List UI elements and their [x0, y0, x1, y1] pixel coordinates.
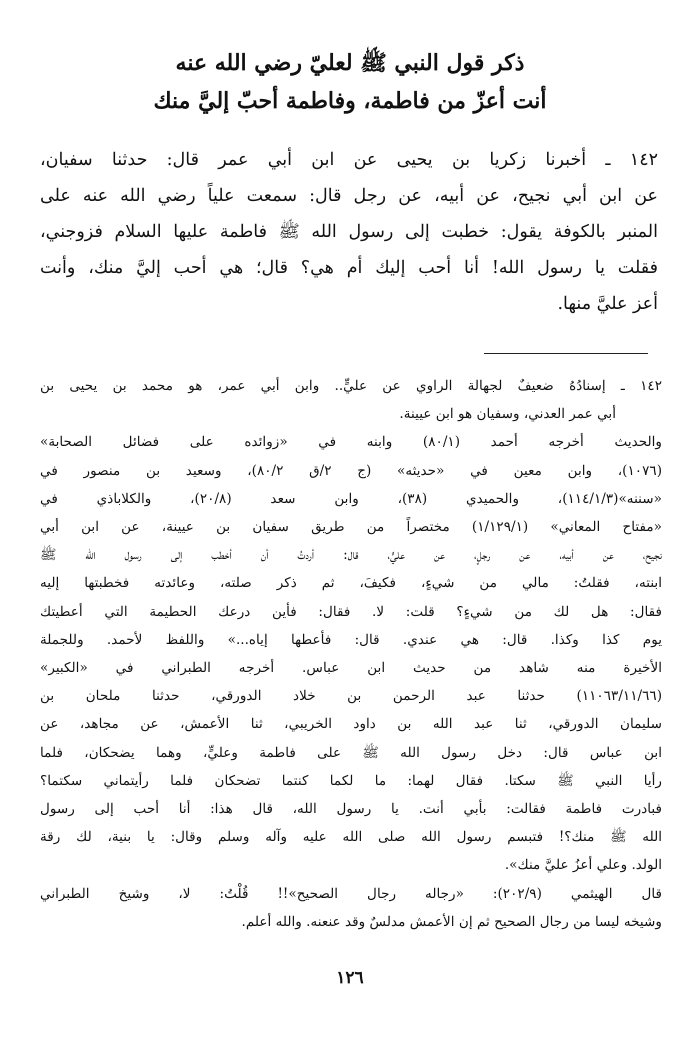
footnote-line: والحديث أخرجه أحمد (٨٠/١) وابنه في «زوائده على فضائل الصحابة»: [40, 434, 662, 451]
footnote-line: فقال: هل لك من شيءٍ؟ قلت: لا. فقال: فأين درعك الحطيمة التي أعطيتك: [40, 603, 662, 620]
footnote-line: الأخيرة منه شاهد من حديث ابن عباس. أخرجه الطبراني في «الكبير»: [40, 660, 662, 677]
chapter-heading-line-1: ذكر قول النبي ﷺ لعليّ رضي الله عنه: [175, 50, 525, 76]
footnote-line: الله ﷺ منك؟! فتبسم رسول الله صلى الله عليه وآله وسلم وقال: يا بنية، لك رقة: [40, 829, 662, 846]
footnote-line: ابن عباس قال: دخل رسول الله ﷺ على فاطمة وعليٍّ، وهما يضحكان، فلما: [40, 744, 662, 761]
hadith-line: ١٤٢ ـ أخبرنا زكريا بن يحيى عن ابن أبي عمر قال: حدثنا سفيان،: [40, 150, 658, 170]
footnote-line: ١٤٢ ـ إسنادُهُ ضعيفٌ لجهالة الراوي عن عليٍّ.. وابن أبي عمر، هو محمد بن يحيى بن: [40, 378, 662, 394]
chapter-heading: [60, 44, 640, 120]
page-number: ١٢٦: [336, 968, 364, 988]
footnote-line: (١١٠٦٣/١١/٦٦) حدثنا عبد الرحمن بن خلاد الدورقي، حدثنا ملحان بن: [40, 688, 662, 705]
footnote-line: قال الهيثمي (٢٠٢/٩): «رجاله رجال الصحيح»!! قُلْتُ: لا، وشيخ الطبراني: [40, 885, 662, 902]
footnote-line: سليمان الدورقي، ثنا عبد الله بن داود الخريبي، ثنا الأعمش، عن مجاهد، عن: [40, 716, 662, 733]
footnote-line: «مفتاح المعاني» (١/١٢٩/١) مختصراً من طريق سفيان بن عيينة، عن ابن أبي: [40, 519, 662, 536]
footnote-line: رأيا النبي ﷺ سكتا. فقال لهما: ما لكما كنتما تضحكان فلما رأيتماني سكتما؟: [40, 772, 662, 789]
hadith-line: المنبر بالكوفة يقول: خطبت إلى رسول الله ﷺ فاطمة عليها السلام فزوجني،: [40, 222, 658, 242]
hadith-line: فقلت يا رسول الله! أنا أحب إليك أم هي؟ قال؛ هي أحب إليَّ منك، وأنت: [40, 258, 658, 278]
footnote-line: (١٠٧٦)، وابن معين في «حديثه» (ج ٢/ق ٨٠/٢)، وسعيد بن منصور في: [40, 462, 662, 479]
hadith-text: [40, 142, 658, 322]
footnote-line: فبادرت فاطمة فقالت: بأبي أنت. يا رسول الله، قال هذا: أنا أحب إلى رسول: [40, 801, 662, 818]
footnote-divider: [484, 353, 648, 354]
footnote-line: وشيخه ليسا من رجال الصحيح ثم إن الأعمش مدلسٌ وقد عنعنه. والله أعلم.: [241, 913, 662, 930]
footnote-line: الولد. وعلي أعزُ عليَّ منك».: [504, 857, 662, 874]
footnote-section: [40, 372, 662, 936]
footnote-line: أبي عمر العدني، وسفيان هو ابن عيينة.: [399, 406, 616, 423]
footnote-line: ابنته، فقلتُ: مالي من شيءٍ، فكيفَ، ثم ذكر صلته، وعائدته فخطبتها إليه: [40, 575, 662, 592]
footnote-line: نجيح، عن أبيه، عن رجلٍ، عن عليٍّ، قال: أردتُ أن أخطب إلى رسول الله ﷺ: [40, 547, 662, 564]
footnote-line: يوم كذا وكذا. قال: هي عندي. قال: فأعطها إياه...» واللفظ لأحمد. وللجملة: [40, 631, 662, 648]
chapter-heading-line-2: أنت أعزّ من فاطمة، وفاطمة أحبّ إليَّ منك: [153, 88, 547, 114]
footnote-line: «سننه»(١١٤/١/٣)، والحميدي (٣٨)، وابن سعد (٢٠/٨)، والكلاباذي في: [40, 490, 662, 507]
hadith-line: أعز عليَّ منها.: [557, 294, 658, 314]
hadith-line: عن ابن أبي نجيح، عن أبيه، عن رجل قال: سمعت علياً رضي الله عنه على: [40, 186, 658, 206]
